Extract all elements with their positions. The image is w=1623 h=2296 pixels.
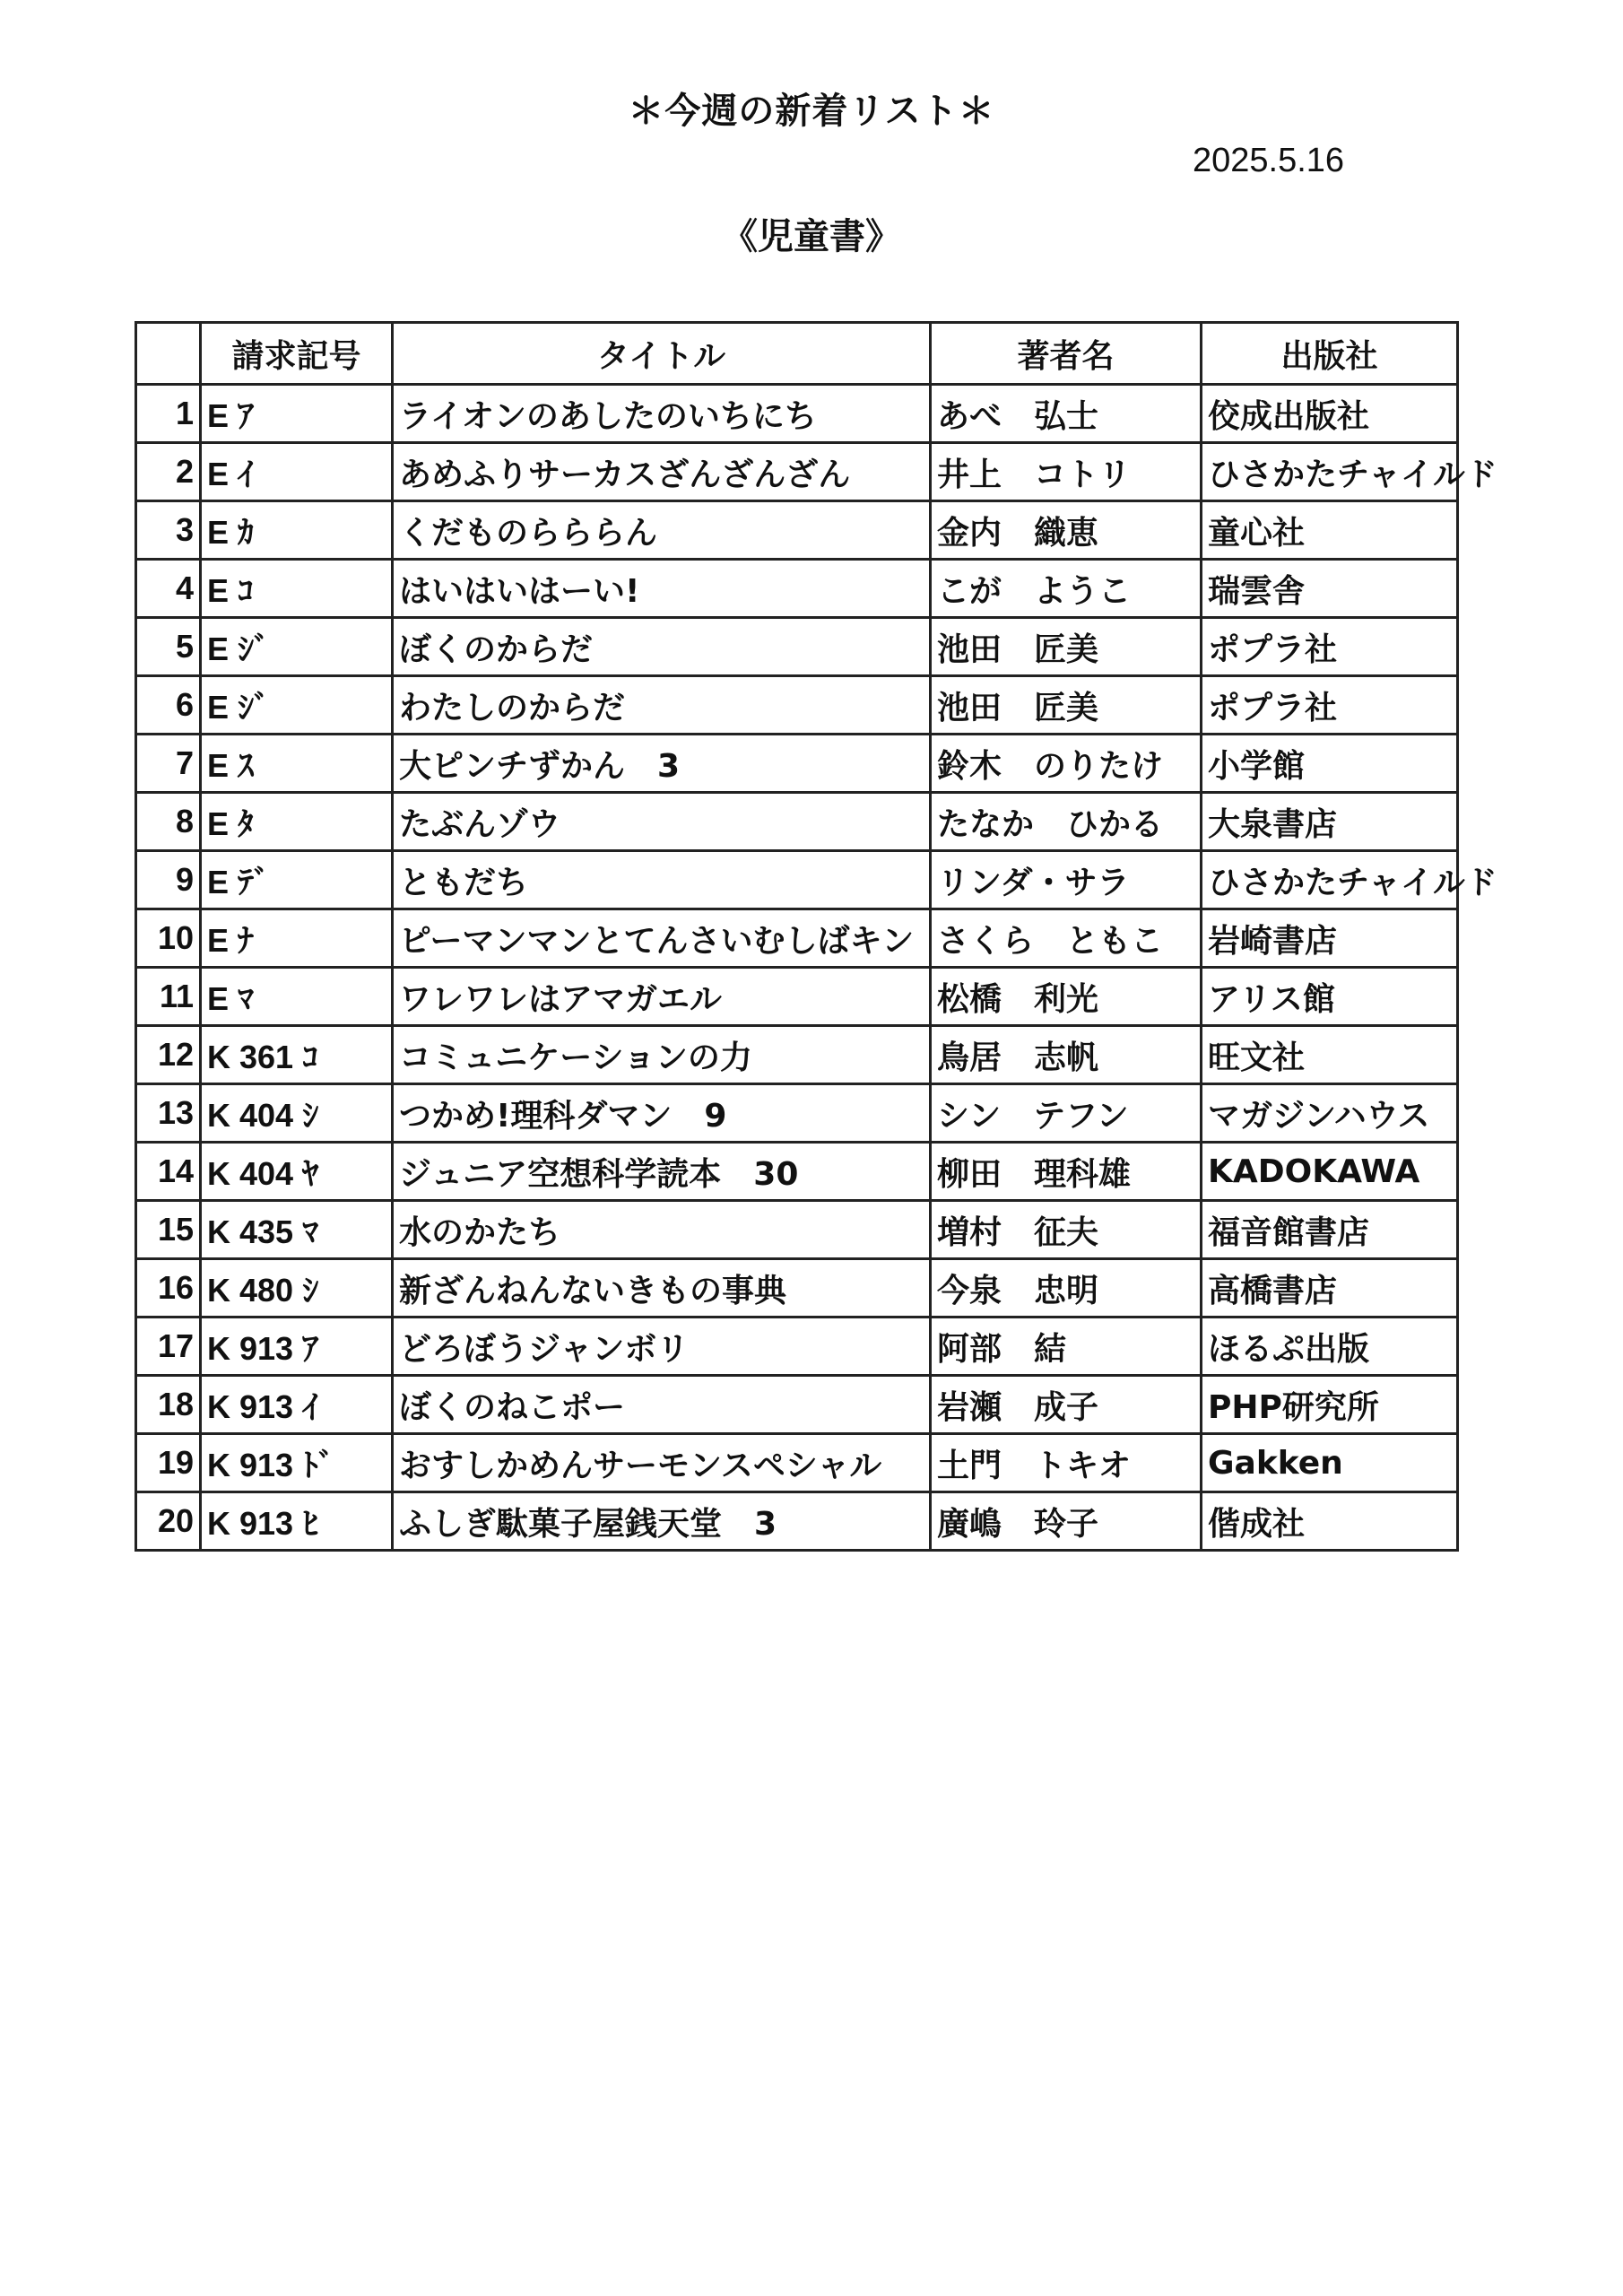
row-number: 7 (136, 735, 201, 793)
author-cell: さくら ともこ (931, 909, 1202, 968)
call-number-cell: K 361 ｺ (201, 1026, 393, 1084)
publisher-cell: 福音館書店 (1202, 1201, 1458, 1259)
author-cell: リンダ・サラ (931, 851, 1202, 909)
call-number-cell: E ｽ (201, 735, 393, 793)
title-cell: ピーマンマンとてんさいむしばキン (393, 909, 931, 968)
author-cell: こが ようこ (931, 560, 1202, 618)
author-cell: たなか ひかる (931, 793, 1202, 851)
table-row (136, 793, 1458, 851)
call-number-cell: K 480 ｼ (201, 1259, 393, 1318)
row-number: 11 (136, 968, 201, 1026)
row-number: 9 (136, 851, 201, 909)
column-header-call-number: 請求記号 (201, 323, 393, 385)
title-cell: ぼくのねこポー (393, 1376, 931, 1434)
row-number: 17 (136, 1318, 201, 1376)
publisher-cell: KADOKAWA (1202, 1143, 1458, 1201)
author-cell: 池田 匠美 (931, 618, 1202, 676)
call-number-cell: K 404 ｼ (201, 1084, 393, 1143)
column-header-author: 著者名 (931, 323, 1202, 385)
publisher-cell: ポプラ社 (1202, 676, 1458, 735)
author-cell: 鈴木 のりたけ (931, 735, 1202, 793)
table-row (136, 735, 1458, 793)
title-cell: 水のかたち (393, 1201, 931, 1259)
title-cell: おすしかめんサーモンスペシャル (393, 1434, 931, 1492)
call-number-cell: E ﾃﾞ (201, 851, 393, 909)
table-row (136, 851, 1458, 909)
row-number: 19 (136, 1434, 201, 1492)
row-number: 2 (136, 443, 201, 501)
row-number: 20 (136, 1492, 201, 1551)
author-cell: シン テフン (931, 1084, 1202, 1143)
title-cell: あめふりサーカスざんざんざん (393, 443, 931, 501)
call-number-cell: K 404 ﾔ (201, 1143, 393, 1201)
table-row (136, 1434, 1458, 1492)
author-cell: 阿部 結 (931, 1318, 1202, 1376)
page-title: ＊今週の新着リスト＊ (628, 91, 995, 132)
column-header-title: タイトル (393, 323, 931, 385)
call-number-cell: E ｶ (201, 501, 393, 560)
title-cell: ワレワレはアマガエル (393, 968, 931, 1026)
call-number-cell: K 913 ｲ (201, 1376, 393, 1434)
author-cell: 土門 トキオ (931, 1434, 1202, 1492)
call-number-cell: K 913 ﾄﾞ (201, 1434, 393, 1492)
table-body (136, 385, 1497, 1551)
table-row (136, 1318, 1458, 1376)
table-row (136, 968, 1458, 1026)
title-cell: ふしぎ駄菓子屋銭天堂 3 (393, 1492, 931, 1551)
publisher-cell: 高橋書店 (1202, 1259, 1458, 1318)
table-row (136, 1201, 1458, 1259)
publisher-cell: 岩崎書店 (1202, 909, 1458, 968)
publisher-cell: PHP研究所 (1202, 1376, 1458, 1434)
author-cell: 井上 コトリ (931, 443, 1202, 501)
publisher-cell: Gakken (1202, 1434, 1458, 1492)
title-cell: どろぼうジャンボリ (393, 1318, 931, 1376)
call-number-cell: E ﾅ (201, 909, 393, 968)
call-number-cell: E ﾏ (201, 968, 393, 1026)
call-number-cell: K 435 ﾏ (201, 1201, 393, 1259)
table-row (136, 385, 1458, 443)
publisher-cell: アリス館 (1202, 968, 1458, 1026)
table-row (136, 1143, 1458, 1201)
author-cell: 今泉 忠明 (931, 1259, 1202, 1318)
title-cell: ともだち (393, 851, 931, 909)
row-number: 16 (136, 1259, 201, 1318)
publisher-cell: 童心社 (1202, 501, 1458, 560)
table-row (136, 618, 1458, 676)
row-number: 6 (136, 676, 201, 735)
call-number-cell: E ｱ (201, 385, 393, 443)
title-cell: わたしのからだ (393, 676, 931, 735)
author-cell: 岩瀬 成子 (931, 1376, 1202, 1434)
publisher-cell: 偕成社 (1202, 1492, 1458, 1551)
column-header-number (136, 323, 201, 385)
title-cell: はいはいはーい! (393, 560, 931, 618)
publisher-cell: マガジンハウス (1202, 1084, 1458, 1143)
author-cell: 増村 征夫 (931, 1201, 1202, 1259)
call-number-cell: E ｼﾞ (201, 618, 393, 676)
column-header-publisher: 出版社 (1202, 323, 1458, 385)
call-number-cell: E ｲ (201, 443, 393, 501)
author-cell: 松橋 利光 (931, 968, 1202, 1026)
author-cell: 鳥居 志帆 (931, 1026, 1202, 1084)
section-heading: 《児童書》 (722, 216, 901, 257)
table-row (136, 909, 1458, 968)
author-cell: 金内 織恵 (931, 501, 1202, 560)
new-arrivals-table (135, 321, 1497, 1552)
table-row (136, 501, 1458, 560)
row-number: 13 (136, 1084, 201, 1143)
title-cell: ジュニア空想科学読本 30 (393, 1143, 931, 1201)
row-number: 8 (136, 793, 201, 851)
author-cell: 柳田 理科雄 (931, 1143, 1202, 1201)
call-number-cell: K 913 ｱ (201, 1318, 393, 1376)
author-cell: 池田 匠美 (931, 676, 1202, 735)
call-number-cell: E ｺ (201, 560, 393, 618)
row-number: 3 (136, 501, 201, 560)
call-number-cell: K 913 ﾋ (201, 1492, 393, 1551)
author-cell: あべ 弘士 (931, 385, 1202, 443)
publisher-cell: ひさかたチャイルド (1202, 851, 1458, 909)
publisher-cell: 小学館 (1202, 735, 1458, 793)
publisher-cell: ひさかたチャイルド (1202, 443, 1458, 501)
publisher-cell: 瑞雲舎 (1202, 560, 1458, 618)
table-row (136, 1084, 1458, 1143)
row-number: 15 (136, 1201, 201, 1259)
row-number: 18 (136, 1376, 201, 1434)
table-row (136, 1492, 1458, 1551)
row-number: 4 (136, 560, 201, 618)
publisher-cell: ほるぷ出版 (1202, 1318, 1458, 1376)
table-row (136, 560, 1458, 618)
table-row (136, 1026, 1458, 1084)
call-number-cell: E ﾀ (201, 793, 393, 851)
table-header-row (136, 323, 1458, 385)
author-cell: 廣嶋 玲子 (931, 1492, 1202, 1551)
title-cell: 大ピンチずかん 3 (393, 735, 931, 793)
title-cell: コミュニケーションの力 (393, 1026, 931, 1084)
publisher-cell: 佼成出版社 (1202, 385, 1458, 443)
row-number: 14 (136, 1143, 201, 1201)
call-number-cell: E ｼﾞ (201, 676, 393, 735)
table-row (136, 443, 1458, 501)
row-number: 1 (136, 385, 201, 443)
row-number: 12 (136, 1026, 201, 1084)
publisher-cell: ポプラ社 (1202, 618, 1458, 676)
title-cell: くだものらららん (393, 501, 931, 560)
title-cell: ライオンのあしたのいちにち (393, 385, 931, 443)
title-cell: たぶんゾウ (393, 793, 931, 851)
row-number: 10 (136, 909, 201, 968)
title-cell: つかめ!理科ダマン 9 (393, 1084, 931, 1143)
table-row (136, 1259, 1458, 1318)
publisher-cell: 大泉書店 (1202, 793, 1458, 851)
publisher-cell: 旺文社 (1202, 1026, 1458, 1084)
table-row (136, 1376, 1458, 1434)
title-cell: ぼくのからだ (393, 618, 931, 676)
table-row (136, 676, 1458, 735)
list-date: 2025.5.16 (1193, 142, 1345, 179)
row-number: 5 (136, 618, 201, 676)
title-cell: 新ざんねんないきもの事典 (393, 1259, 931, 1318)
